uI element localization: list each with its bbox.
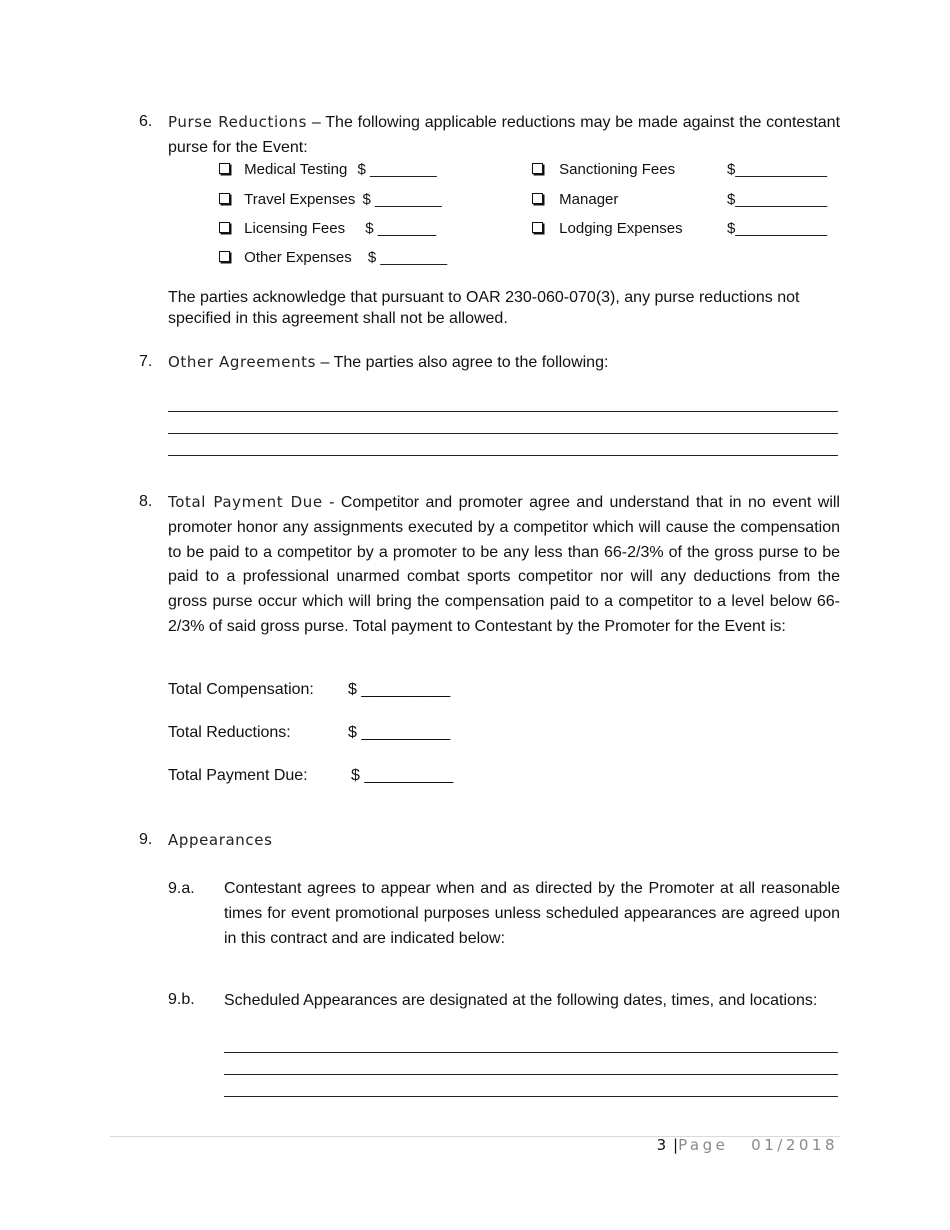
section-6-heading: Purse Reductions [168, 113, 308, 131]
reduction-amount: $ ________ [357, 161, 437, 178]
reduction-item-manager[interactable] [532, 190, 618, 210]
total-compensation-amount: $ __________ [348, 681, 451, 698]
checkbox-icon[interactable] [532, 163, 543, 174]
page-number: 3 [656, 1136, 667, 1154]
reduction-amount: $___________ [727, 161, 828, 178]
total-payment-due-amount: $ __________ [351, 767, 454, 784]
reduction-item-medical[interactable] [219, 160, 437, 180]
reduction-item-other[interactable] [219, 248, 447, 268]
blank-line[interactable] [224, 1096, 838, 1097]
blank-line[interactable] [168, 455, 838, 456]
reduction-amount: $ ________ [362, 191, 442, 208]
section-7-text: – The parties also agree to the following: [316, 354, 609, 371]
section-6-number: 6. [139, 113, 153, 130]
section-6-paragraph [168, 110, 840, 161]
section-8-text: - Competitor and promoter agree and understand that in no event will promoter honor any assignments executed by a competitor which will cause the compensation to be paid to a competitor by a promoter to be any less than 66-2/3% of the gross purse to be paid to a professional unarmed combat sports competitor nor will any deductions from the gross purse occur which will bring the compensation paid to a competitor to a level below 66-2/3% of said gross purse. Total payment to Contestant by the Promoter for the Event is: [168, 494, 840, 635]
reduction-item-sanctioning[interactable] [532, 160, 675, 180]
blank-line[interactable] [168, 411, 838, 412]
section-6-text: – The following applicable reductions may be made against the contestant purse for the Event: [168, 114, 841, 156]
total-compensation-label: Total Compensation: [168, 681, 314, 698]
reduction-label: Medical Testing [244, 161, 348, 178]
section-7-number: 7. [139, 353, 153, 370]
reduction-label: Licensing Fees [244, 220, 346, 237]
reduction-amount: $___________ [727, 191, 828, 208]
section-9a-number: 9.a. [168, 880, 195, 897]
section-9b-number: 9.b. [168, 991, 195, 1008]
total-reductions-amount: $ __________ [348, 724, 451, 741]
section-8-number: 8. [139, 493, 153, 510]
section-9-heading: Appearances [168, 831, 273, 849]
checkbox-icon[interactable] [532, 222, 543, 233]
reduction-label: Other Expenses [244, 249, 352, 266]
blank-line[interactable] [224, 1052, 838, 1053]
reduction-amount: $ ________ [367, 249, 448, 266]
blank-line[interactable] [224, 1074, 838, 1075]
reduction-item-licensing[interactable] [219, 219, 436, 239]
section-9-number: 9. [139, 831, 153, 848]
reduction-item-lodging[interactable] [532, 219, 683, 239]
total-reductions-label: Total Reductions: [168, 724, 291, 741]
footer-separator: | [673, 1136, 679, 1154]
section-8-paragraph [168, 490, 840, 640]
reduction-amount: $ _______ [365, 220, 437, 237]
section-9b-text: Scheduled Appearances are designated at the following dates, times, and locations: [224, 992, 818, 1009]
page-label: Page [678, 1136, 729, 1154]
checkbox-icon[interactable] [532, 193, 543, 204]
section-8-heading: Total Payment Due [168, 493, 323, 511]
reduction-item-travel[interactable] [219, 190, 442, 210]
reduction-label: Lodging Expenses [559, 220, 683, 237]
reduction-label: Manager [559, 191, 619, 208]
reduction-amount: $___________ [727, 220, 828, 237]
checkbox-icon[interactable] [219, 251, 230, 262]
checkbox-icon[interactable] [219, 193, 230, 204]
checkbox-icon[interactable] [219, 163, 230, 174]
section-7-heading: Other Agreements [168, 353, 317, 371]
blank-line[interactable] [168, 433, 838, 434]
reduction-label: Sanctioning Fees [559, 161, 676, 178]
section-7-paragraph [168, 350, 840, 376]
checkbox-icon[interactable] [219, 222, 230, 233]
total-payment-due-label: Total Payment Due: [168, 767, 308, 784]
reduction-label: Travel Expenses [244, 191, 356, 208]
page-footer [657, 1136, 838, 1154]
section-9a-text: Contestant agrees to appear when and as directed by the Promoter at all reasonable times for event promotional purposes unless scheduled appearances are agreed upon in this contract and are indicated below: [224, 880, 840, 947]
revision-date: 01/2018 [751, 1136, 838, 1154]
section-6-note: The parties acknowledge that pursuant to OAR 230-060-070(3), any purse reductions not specified in this agreement shall not be allowed. [168, 289, 800, 327]
